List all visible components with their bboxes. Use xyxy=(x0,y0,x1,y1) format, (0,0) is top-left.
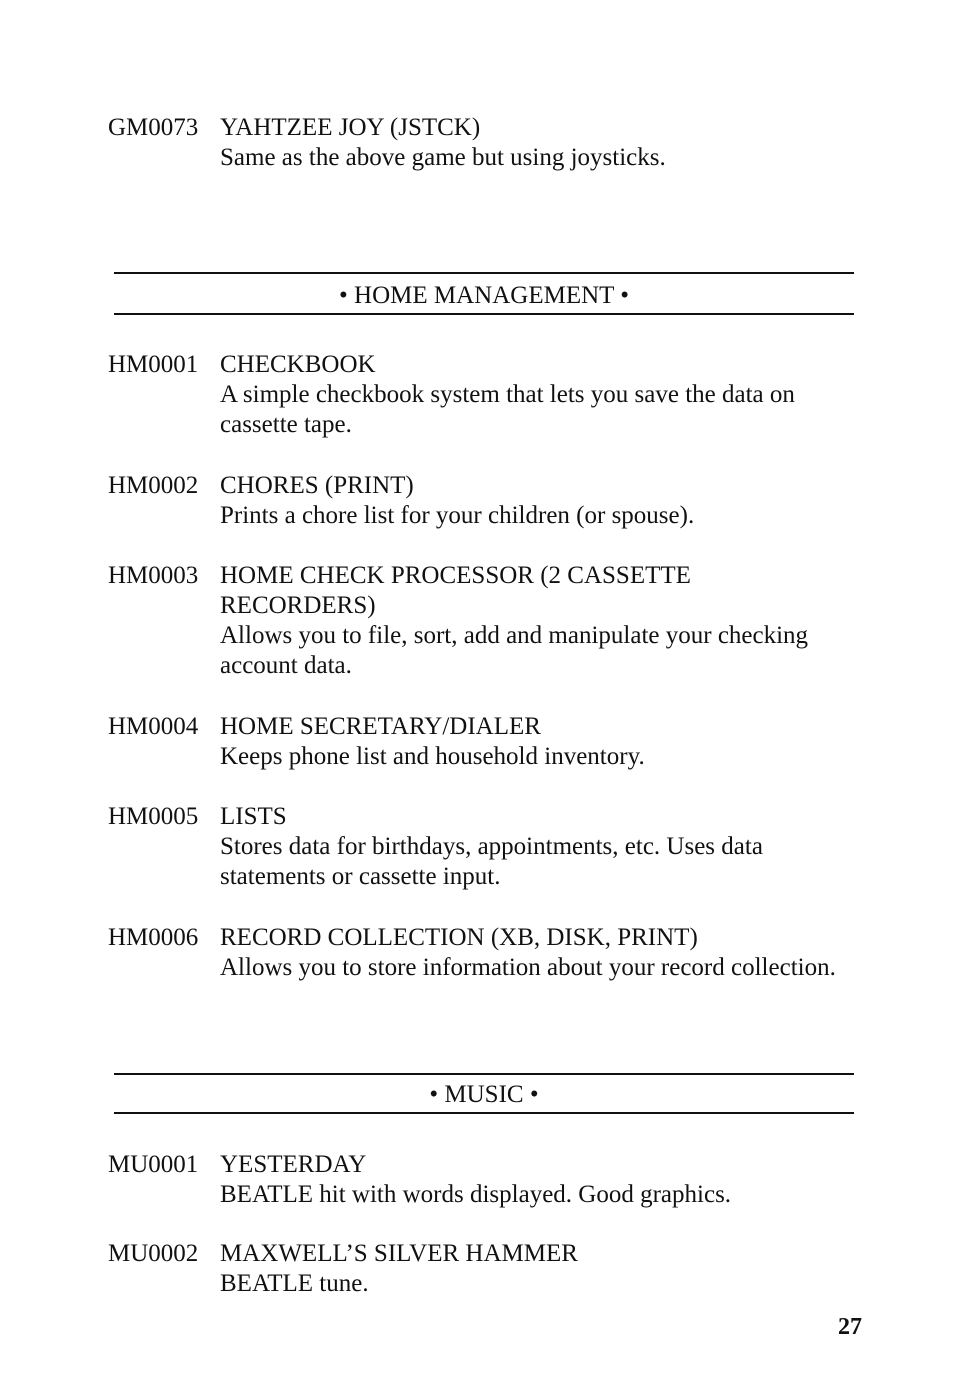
entry-code: MU0002 xyxy=(108,1240,199,1267)
entry-title: RECORD COLLECTION (XB, DISK, PRINT) xyxy=(220,924,698,951)
entry-title: YESTERDAY xyxy=(220,1151,367,1178)
entry-description: Prints a chore list for your children (or spouse). xyxy=(220,502,695,529)
entry-description-line: account data. xyxy=(220,652,352,679)
entry-title: CHECKBOOK xyxy=(220,351,376,378)
entry-title: MAXWELL’S SILVER HAMMER xyxy=(220,1240,578,1267)
entry-description: BEATLE tune. xyxy=(220,1270,369,1297)
entry-code: HM0002 xyxy=(108,472,199,499)
section-rule-bottom xyxy=(114,1112,854,1114)
page-number: 27 xyxy=(838,1314,862,1340)
entry-title: CHORES (PRINT) xyxy=(220,472,414,499)
entry-title: YAHTZEE JOY (JSTCK) xyxy=(220,114,481,141)
entry-description: BEATLE hit with words displayed. Good graphics. xyxy=(220,1181,732,1208)
entry-title-line: RECORDERS) xyxy=(220,592,376,619)
section-rule-bottom xyxy=(114,313,854,315)
entry-code: HM0005 xyxy=(108,803,199,830)
entry-description: Same as the above game but using joysticks. xyxy=(220,144,666,171)
section-title-home-management: • HOME MANAGEMENT • xyxy=(339,282,629,309)
section-rule-top xyxy=(114,272,854,274)
entry-title: LISTS xyxy=(220,803,287,830)
entry-description: Keeps phone list and household inventory. xyxy=(220,743,645,770)
section-rule-top xyxy=(114,1073,854,1075)
entry-description-line: Allows you to file, sort, add and manipulate your checking xyxy=(220,622,809,649)
entry-code: HM0006 xyxy=(108,924,199,951)
entry-description-line: A simple checkbook system that lets you save the data on xyxy=(220,381,795,408)
entry-description-line: statements or cassette input. xyxy=(220,863,501,890)
entry-description-line: Stores data for birthdays, appointments, etc. Uses data xyxy=(220,833,763,860)
entry-title: HOME SECRETARY/DIALER xyxy=(220,713,541,740)
entry-title-line: HOME CHECK PROCESSOR (2 CASSETTE xyxy=(220,562,691,589)
entry-code: GM0073 xyxy=(108,114,199,141)
entry-description-line: cassette tape. xyxy=(220,411,352,438)
entry-code: MU0001 xyxy=(108,1151,199,1178)
section-title-music: • MUSIC • xyxy=(429,1081,539,1108)
entry-code: HM0004 xyxy=(108,713,199,740)
entry-description: Allows you to store information about your record collection. xyxy=(220,954,836,981)
entry-code: HM0001 xyxy=(108,351,199,378)
entry-code: HM0003 xyxy=(108,562,199,589)
